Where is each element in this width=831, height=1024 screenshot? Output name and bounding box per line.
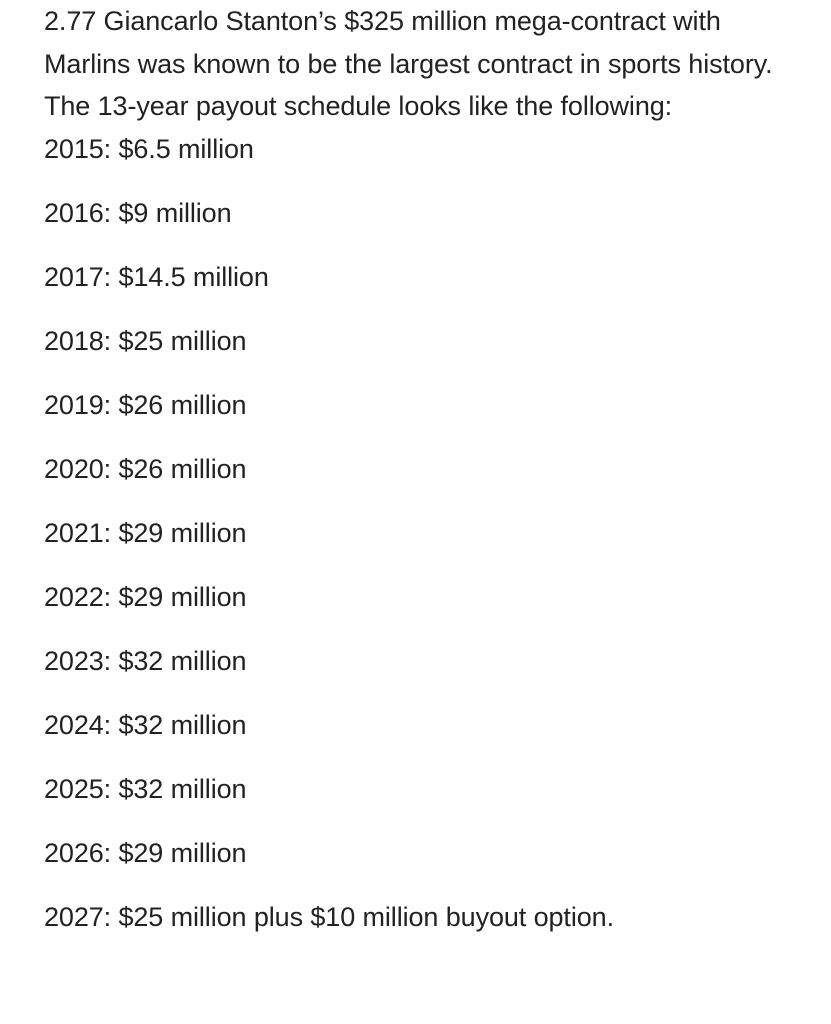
schedule-item-2015: 2015: $6.5 million bbox=[44, 133, 254, 164]
schedule-item-2026: 2026: $29 million bbox=[44, 837, 247, 868]
schedule-item-2016: 2016: $9 million bbox=[44, 197, 232, 228]
schedule-item-2021: 2021: $29 million bbox=[44, 517, 247, 548]
schedule-item-2022: 2022: $29 million bbox=[44, 581, 247, 612]
schedule-item-2027: 2027: $25 million plus $10 million buyout option. bbox=[44, 901, 614, 932]
payout-schedule-list bbox=[44, 128, 804, 960]
schedule-item-2018: 2018: $25 million bbox=[44, 325, 247, 356]
schedule-item-2019: 2019: $26 million bbox=[44, 389, 247, 420]
problem-content bbox=[44, 0, 804, 960]
schedule-item-2017: 2017: $14.5 million bbox=[44, 261, 269, 292]
schedule-item-2025: 2025: $32 million bbox=[44, 773, 247, 804]
schedule-item-2024: 2024: $32 million bbox=[44, 709, 247, 740]
problem-intro: 2.77 Giancarlo Stanton’s $325 million mega-contract with Marlins was known to be the largest contract in sports history. The 13-year payout schedule looks like the following: bbox=[44, 6, 773, 121]
schedule-item-2020: 2020: $26 million bbox=[44, 453, 247, 484]
schedule-item-2023: 2023: $32 million bbox=[44, 645, 247, 676]
